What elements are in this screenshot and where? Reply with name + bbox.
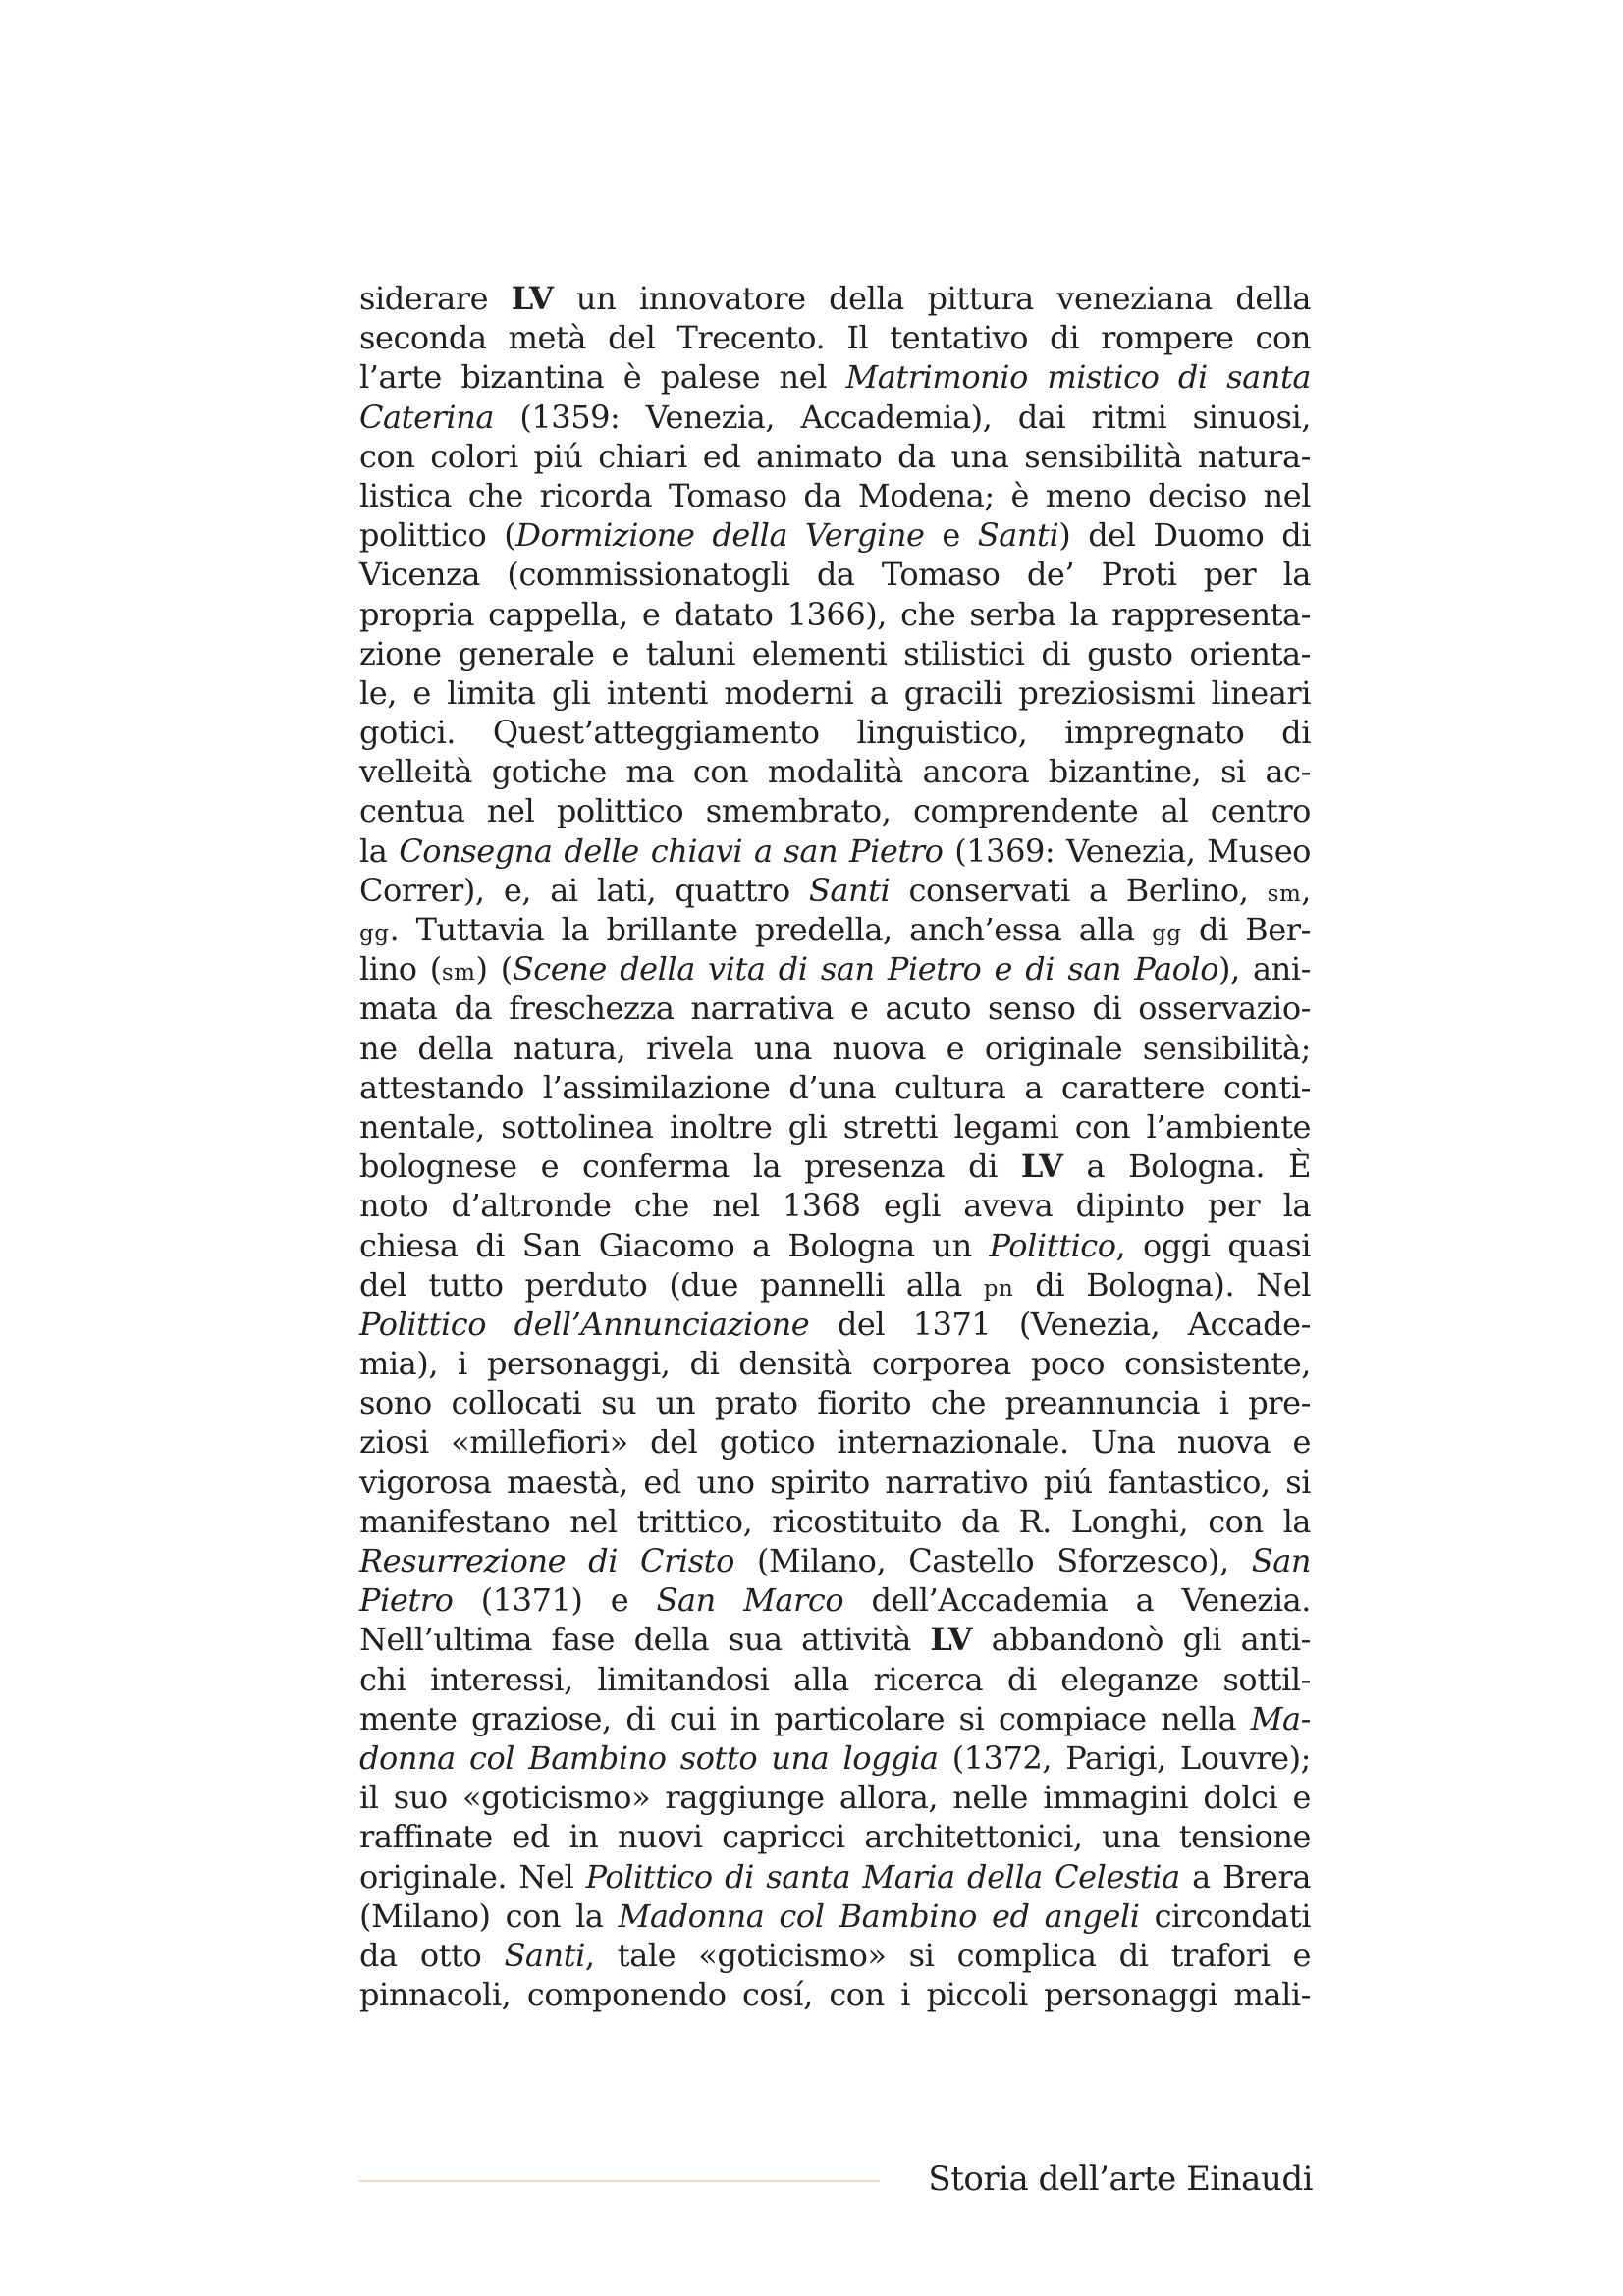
text-line <box>359 1620 1311 1659</box>
text-line <box>359 1463 1311 1502</box>
text-line <box>359 1817 1311 1856</box>
text-run: lino ( <box>359 950 442 988</box>
text-run: zione generale e taluni elementi stilistici di gusto orienta- <box>359 634 1311 672</box>
text-run: ), ani- <box>1218 950 1311 988</box>
text-run: chiesa di San Giacomo a Bologna un <box>359 1226 990 1264</box>
footer-label: Storia dell’arte Einaudi <box>928 2160 1313 2199</box>
text-run: seconda metà del Trecento. Il tentativo di rompere con <box>359 319 1311 357</box>
text-run: . Tuttavia la brillante predella, anch’essa alla <box>389 911 1153 948</box>
text-run: mente graziose, di cui in particolare si compiace nella <box>359 1699 1251 1737</box>
text-run: centua nel polittico smembrato, comprendente al centro <box>359 792 1311 830</box>
text-line <box>359 1580 1311 1620</box>
text-line <box>359 634 1311 673</box>
text-run: nentale, sottolinea inoltre gli stretti legami con l’ambiente <box>359 1107 1311 1146</box>
smallcaps-abbreviation: pn <box>983 1275 1014 1302</box>
text-line <box>359 988 1311 1028</box>
text-run: circondati <box>1139 1896 1311 1935</box>
text-run: siderare <box>359 280 512 317</box>
text-run: (1372, Parigi, Louvre); <box>938 1738 1311 1777</box>
text-run: del 1371 (Venezia, Accade- <box>809 1305 1312 1343</box>
text-run: velleità gotiche ma con modalità ancora bizantine, si ac- <box>359 753 1311 791</box>
text-line <box>359 1699 1311 1738</box>
text-line <box>359 1186 1311 1225</box>
text-line <box>359 1738 1311 1778</box>
text-line <box>359 910 1311 949</box>
text-run: gotici. Quest’atteggiamento linguistico, impregnato di <box>359 714 1311 752</box>
text-line <box>359 1541 1311 1580</box>
text-run: listica che ricorda Tomaso da Modena; è meno deciso nel <box>359 476 1311 514</box>
italic-title: Pietro <box>359 1581 454 1620</box>
text-line <box>359 1147 1311 1186</box>
text-run: (Milano) con la <box>359 1896 619 1935</box>
text-run: (Milano, Castello Sforzesco), <box>733 1542 1252 1579</box>
italic-title: Madonna col Bambino ed angeli <box>618 1896 1140 1935</box>
text-line <box>359 1778 1311 1817</box>
text-run: sono collocati su un prato fiorito che preannuncia i pre- <box>359 1384 1311 1422</box>
text-run: , tale «goticismo» si complica di trafori e <box>584 1936 1312 1974</box>
text-line <box>359 1383 1311 1422</box>
text-run: conservati a Berlino, <box>890 871 1268 909</box>
text-line <box>359 1068 1311 1107</box>
text-run: (1371) e <box>453 1581 657 1620</box>
italic-title: Polittico <box>989 1226 1116 1264</box>
text-run: chi interessi, limitandosi alla ricerca di eleganze sottil- <box>359 1660 1311 1698</box>
text-line <box>359 673 1311 713</box>
text-run: ) del Duomo di <box>1058 516 1312 555</box>
italic-title: Caterina <box>359 398 494 436</box>
italic-title: Consegna delle chiavi a san Pietro <box>399 831 944 870</box>
text-line <box>359 1107 1311 1147</box>
text-line <box>359 1344 1311 1383</box>
text-run: ne della natura, rivela una nuova e originale sensibilità; <box>359 1029 1311 1067</box>
text-line <box>359 1975 1311 2014</box>
text-run: da otto <box>359 1936 505 1974</box>
text-run: polittico ( <box>359 516 516 555</box>
text-run: dell’Accademia a Venezia. <box>843 1581 1311 1620</box>
text-line <box>359 595 1311 634</box>
text-line <box>359 1422 1311 1462</box>
smallcaps-abbreviation: sm <box>1267 881 1302 907</box>
text-run: originale. Nel <box>359 1857 586 1896</box>
text-run: attestando l’assimilazione d’una cultura a carattere conti- <box>359 1068 1311 1106</box>
italic-title: donna col Bambino sotto una loggia <box>359 1738 939 1777</box>
footer-rule <box>359 2180 880 2182</box>
text-line <box>359 871 1311 910</box>
bold-abbreviation: LV <box>930 1621 973 1659</box>
text-line <box>359 279 1311 318</box>
italic-title: Polittico dell’Annunciazione <box>359 1305 810 1343</box>
smallcaps-abbreviation: gg <box>1152 921 1182 946</box>
text-line <box>359 752 1311 791</box>
text-run: Correr), e, ai lati, quattro <box>359 871 809 909</box>
text-run: a Brera <box>1179 1857 1311 1896</box>
text-run: manifestano nel trittico, ricostituito da R. Longhi, con la <box>359 1502 1311 1540</box>
text-run: vigorosa maestà, ed uno spirito narrativo piú fantastico, si <box>359 1463 1311 1501</box>
bold-abbreviation: LV <box>511 280 554 317</box>
text-run: e <box>924 516 978 555</box>
italic-title: San Marco <box>656 1581 844 1620</box>
text-line <box>359 1265 1311 1305</box>
italic-title: Dormizione della Vergine <box>515 516 925 555</box>
text-run: , oggi quasi <box>1115 1226 1311 1264</box>
text-run: abbandonò gli anti- <box>972 1621 1311 1659</box>
text-line <box>359 357 1311 397</box>
text-line <box>359 1502 1311 1541</box>
italic-title: Santi <box>977 516 1059 555</box>
text-run: Nell’ultima fase della sua attività <box>359 1621 931 1659</box>
text-run: del tutto perduto (due pannelli alla <box>359 1265 984 1304</box>
text-run: di Bologna). Nel <box>1013 1265 1311 1304</box>
italic-title: Scene della vita di san Pietro e di san Paolo <box>512 950 1219 988</box>
text-line <box>359 713 1311 752</box>
text-run: (1369: Venezia, Museo <box>943 831 1312 870</box>
text-run: raffinate ed in nuovi capricci architettonici, una tensione <box>359 1818 1311 1856</box>
italic-title: Santi <box>808 871 891 909</box>
text-line <box>359 949 1311 988</box>
text-run: il suo «goticismo» raggiunge allora, nelle immagini dolci e <box>359 1779 1311 1817</box>
italic-title: Santi <box>504 1936 585 1974</box>
text-run: a Bologna. È <box>1062 1148 1311 1186</box>
text-line <box>359 1305 1311 1344</box>
body-text <box>359 279 1311 2014</box>
text-line <box>359 555 1311 594</box>
text-line <box>359 1936 1311 1975</box>
text-run: la <box>359 831 400 870</box>
text-run: pinnacoli, componendo cosí, con i piccoli personaggi mali- <box>359 1976 1311 2014</box>
text-line <box>359 1896 1311 1936</box>
text-run: , <box>1301 871 1312 909</box>
italic-title: San <box>1251 1542 1311 1579</box>
text-run: l’arte bizantina è palese nel <box>359 358 846 397</box>
text-line <box>359 1857 1311 1896</box>
text-run: bolognese e conferma la presenza di <box>359 1148 1021 1186</box>
italic-title: Ma- <box>1250 1699 1311 1737</box>
italic-title: Matrimonio mistico di santa <box>845 358 1311 397</box>
text-run: di Ber- <box>1181 911 1312 948</box>
text-run: un innovatore della pittura veneziana della <box>553 280 1312 317</box>
text-line <box>359 318 1311 357</box>
text-run: ziosi «millefiori» del gotico internazionale. Una nuova e <box>359 1423 1311 1462</box>
text-run: noto d’altronde che nel 1368 egli aveva dipinto per la <box>359 1187 1311 1225</box>
text-line <box>359 476 1311 515</box>
smallcaps-abbreviation: sm <box>441 960 476 987</box>
text-run: ) ( <box>475 950 513 988</box>
text-run: mata da freschezza narrativa e acuto senso di osservazio- <box>359 989 1311 1028</box>
text-line <box>359 831 1311 871</box>
text-run: mia), i personaggi, di densità corporea poco consistente, <box>359 1345 1311 1383</box>
text-run: propria cappella, e datato 1366), che serba la rappresenta- <box>359 595 1311 633</box>
italic-title: Resurrezione di Cristo <box>359 1542 734 1579</box>
text-line <box>359 515 1311 555</box>
text-run: (1359: Venezia, Accademia), dai ritmi sinuosi, <box>493 398 1311 436</box>
text-run: le, e limita gli intenti moderni a gracili preziosismi lineari <box>359 673 1311 712</box>
text-line <box>359 1660 1311 1699</box>
smallcaps-abbreviation: gg <box>359 921 390 946</box>
text-run: Vicenza (commissionatogli da Tomaso de’ Proti per la <box>359 556 1311 594</box>
bold-abbreviation: LV <box>1020 1148 1063 1186</box>
text-line <box>359 437 1311 476</box>
italic-title: Polittico di santa Maria della Celestia <box>585 1857 1180 1896</box>
text-line <box>359 398 1311 437</box>
text-line <box>359 1029 1311 1068</box>
text-run: con colori piú chiari ed animato da una sensibilità natura- <box>359 437 1311 475</box>
text-line <box>359 791 1311 830</box>
text-line <box>359 1226 1311 1265</box>
